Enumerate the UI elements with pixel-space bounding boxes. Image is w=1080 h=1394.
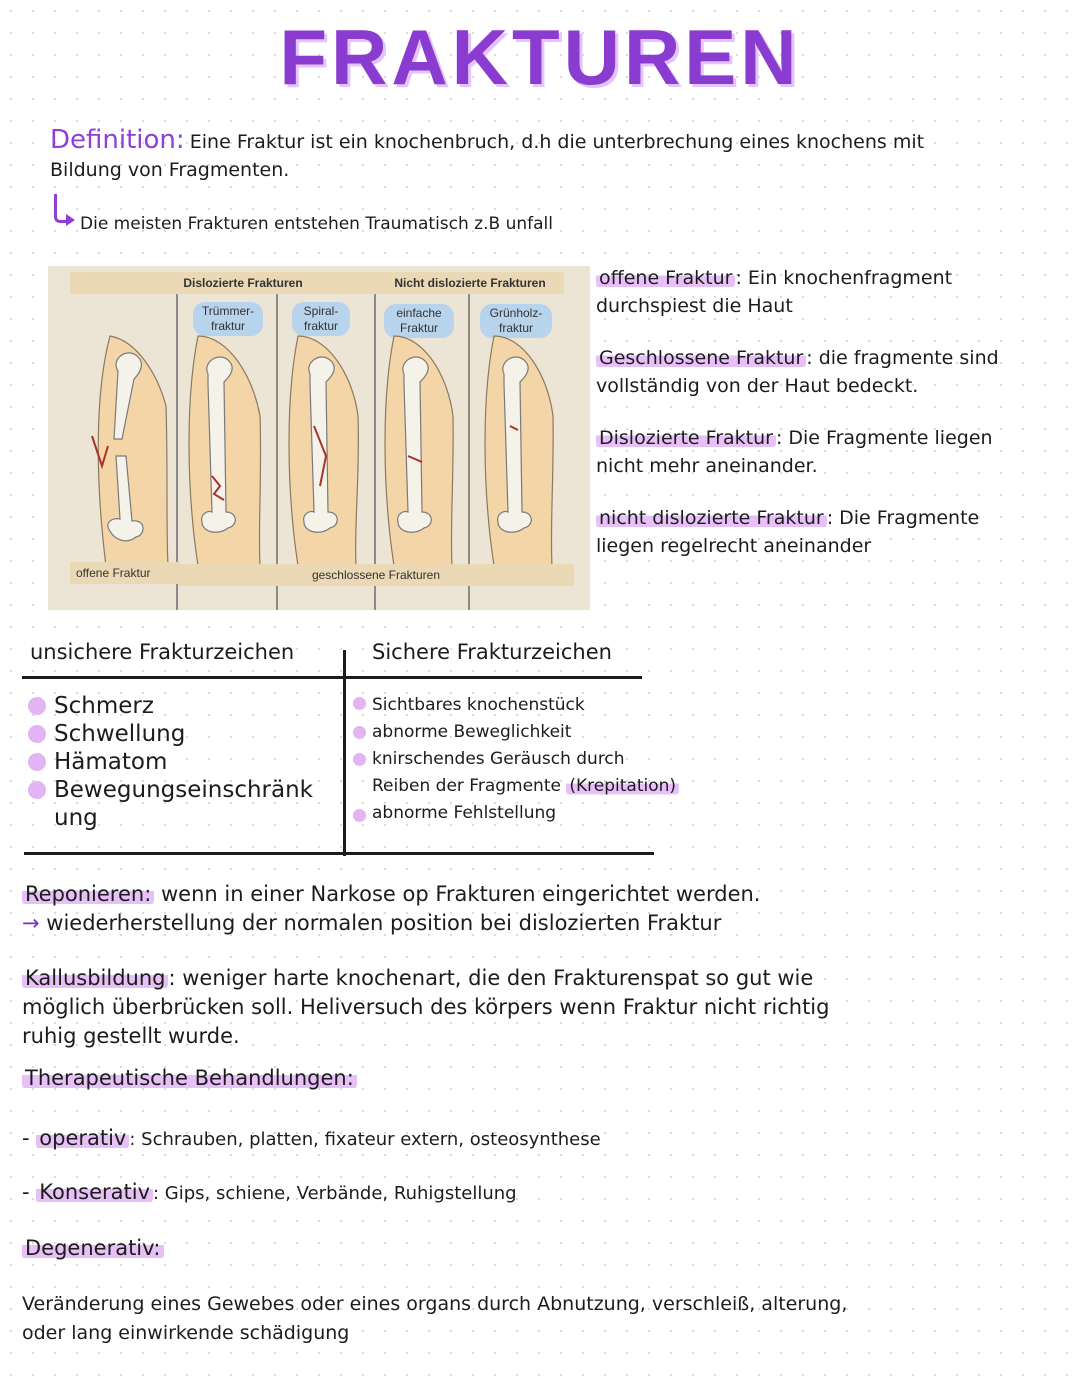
table-header-certain: Sichere Frakturzeichen: [372, 640, 612, 664]
figure-footer-open: offene Fraktur: [70, 562, 180, 584]
definition-line-2: Bildung von Fragmenten.: [50, 159, 290, 181]
list-item: [372, 773, 752, 800]
note-text: vollständig von der Haut bedeckt.: [596, 375, 919, 397]
bone-drawings: [48, 266, 590, 610]
degenerativ-heading: [22, 1234, 164, 1263]
note-text: : die fragmente sind: [806, 347, 999, 369]
table-bottom-line: [24, 852, 654, 855]
therapie-konservativ: - Konserativ : Gips, schiene, Verbände, Ruhigstellung: [22, 1180, 517, 1204]
kallus-text-1: : weniger harte knochenart, die den Frakturenspat so gut wie: [168, 966, 814, 990]
list-item: knirschendes Geräusch durch: [372, 749, 625, 769]
note-offene-fraktur: [596, 264, 1066, 320]
krepitation-highlight: (Krepitation): [566, 776, 679, 796]
list-item: Sichtbares knochenstück: [372, 695, 585, 715]
reponieren-text: wenn in einer Narkose op Frakturen eingerichtet werden.: [160, 882, 761, 906]
operativ-term: operativ: [36, 1126, 129, 1150]
note-text: : Die Fragmente: [826, 507, 980, 529]
bullet-icon: [353, 697, 366, 710]
list-item: ung: [54, 805, 98, 831]
list-item: Hämatom: [54, 749, 168, 775]
definition-note: Die meisten Frakturen entstehen Traumatisch z.B unfall: [80, 214, 553, 234]
bullet-icon: [28, 753, 46, 771]
figure-tag-spiral: Spiral-fraktur: [292, 302, 350, 336]
figure-header-dislocated: Dislozierte Frakturen: [70, 272, 416, 294]
bullet-icon: [28, 697, 46, 715]
kallus-text-3: ruhig gestellt wurde.: [22, 1024, 240, 1048]
note-text: liegen regelrecht aneinander: [596, 535, 872, 557]
arrow-head-icon: [66, 214, 75, 226]
bullet-icon: [28, 725, 46, 743]
operativ-text: : Schrauben, platten, fixateur extern, osteosynthese: [129, 1129, 601, 1150]
degenerativ-text: [22, 1290, 1072, 1348]
definition-block: [50, 125, 1060, 181]
note-nicht-dislozierte-fraktur: [596, 504, 1066, 560]
therapie-heading-text: Therapeutische Behandlungen:: [22, 1066, 357, 1090]
note-text: : Die Fragmente liegen: [775, 427, 993, 449]
reponieren-term: Reponieren:: [22, 882, 154, 906]
arrow-icon: →: [22, 911, 47, 935]
bullet-icon: [353, 753, 366, 766]
bullet-icon: [353, 809, 366, 822]
list-item: abnorme Fehlstellung: [372, 803, 557, 823]
bullet-icon: [353, 726, 366, 739]
list-item-text: Reiben der Fragmente: [372, 776, 561, 796]
table-vertical-line: [343, 650, 346, 856]
degenerativ-line-1: Veränderung eines Gewebes oder eines organs durch Abnutzung, verschleiß, alterung,: [22, 1293, 848, 1315]
table-header-uncertain: unsichere Frakturzeichen: [30, 640, 295, 664]
kallus-text-2: möglich überbrücken soll. Heliversuch des körpers wenn Fraktur nicht richtig: [22, 995, 830, 1019]
bullet-icon: [28, 781, 46, 799]
note-text: durchspiest die Haut: [596, 295, 793, 317]
kallus-term: Kallusbildung: [22, 966, 168, 990]
note-term: Dislozierte Fraktur: [596, 427, 776, 449]
degenerativ-heading-text: Degenerativ:: [22, 1236, 164, 1260]
kallus-block: [22, 964, 1062, 1051]
reponieren-sub: wiederherstellung der normalen position bei dislozierten Fraktur: [46, 911, 722, 935]
figure-header-non-dislocated: Nicht dislozierte Frakturen: [376, 272, 564, 294]
uncertain-sign-list: [54, 692, 313, 832]
konservativ-term: Konserativ: [36, 1180, 153, 1204]
note-text: : Ein knochenfragment: [735, 267, 953, 289]
side-notes: [596, 264, 1066, 560]
fracture-illustration: [48, 266, 590, 610]
degenerativ-line-2: oder lang einwirkende schädigung: [22, 1322, 350, 1344]
page-title: FRAKTUREN: [279, 13, 801, 101]
note-term: nicht dislozierte Fraktur: [596, 507, 827, 529]
list-item: abnorme Beweglichkeit: [372, 722, 572, 742]
note-term: offene Fraktur: [596, 267, 735, 289]
therapie-heading: [22, 1064, 357, 1093]
therapie-operativ: - operativ : Schrauben, platten, fixateur extern, osteosynthese: [22, 1126, 601, 1150]
reponieren-block: [22, 880, 1062, 938]
definition-line-1: Eine Fraktur ist ein knochenbruch, d.h die unterbrechung eines knochens mit: [189, 131, 925, 153]
figure-footer-closed: geschlossene Frakturen: [178, 564, 574, 586]
certain-sign-list: [372, 692, 752, 827]
figure-tag-einfach: einfache Fraktur: [384, 304, 454, 338]
figure-tag-truemmer: Trümmer-fraktur: [193, 302, 263, 336]
note-geschlossene-fraktur: [596, 344, 1066, 400]
note-term: Geschlossene Fraktur: [596, 347, 806, 369]
list-item: Schwellung: [54, 721, 186, 747]
table-horizontal-line: [22, 676, 642, 679]
konservativ-text: : Gips, schiene, Verbände, Ruhigstellung: [153, 1183, 517, 1204]
note-text: nicht mehr aneinander.: [596, 455, 818, 477]
definition-label: Definition:: [50, 125, 185, 155]
figure-tag-gruenholz: Grünholz-fraktur: [480, 304, 552, 338]
list-item: Bewegungseinschränk: [54, 777, 313, 803]
note-dislozierte-fraktur: [596, 424, 1066, 480]
list-item: Schmerz: [54, 693, 154, 719]
